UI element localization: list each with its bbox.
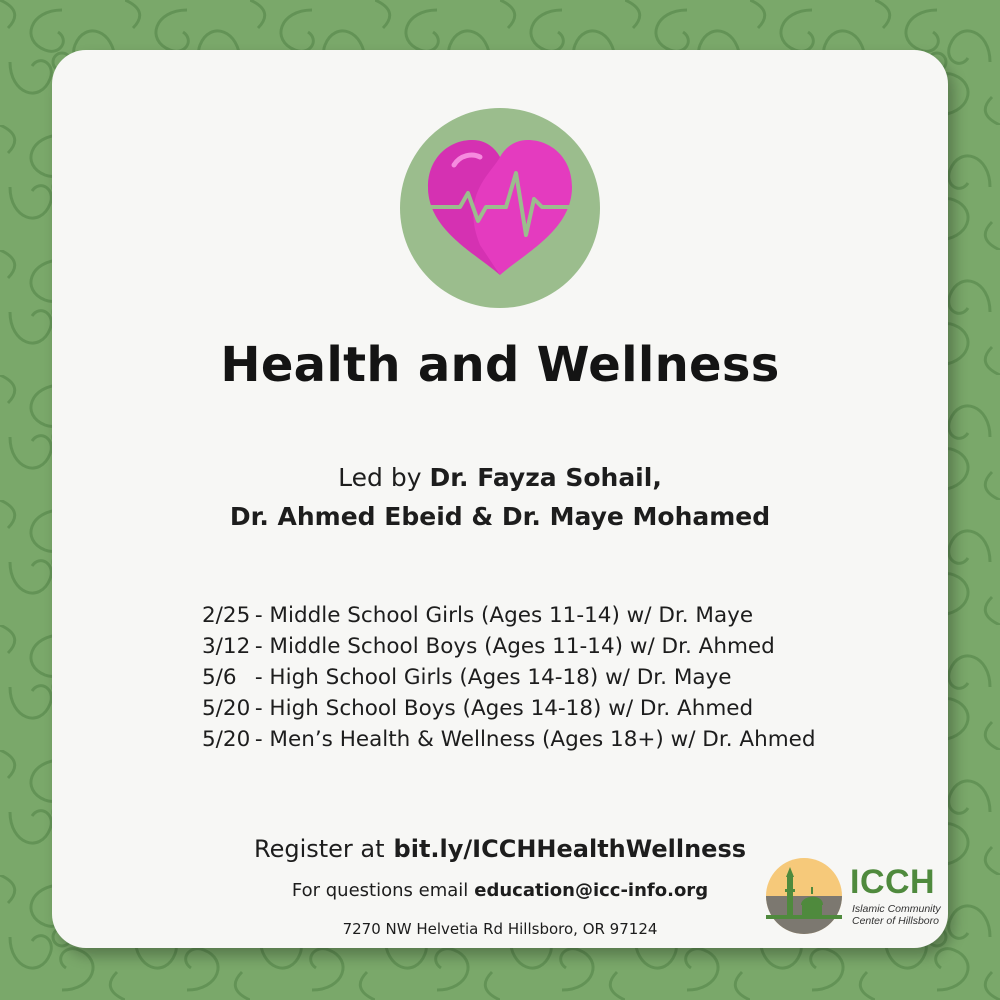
schedule-date: 5/6 xyxy=(202,665,237,690)
schedule-date: 3/12 xyxy=(202,634,251,659)
address: 7270 NW Helvetia Rd Hillsboro, OR 97124 xyxy=(342,920,658,938)
schedule-desc: - Middle School Girls (Ages 11-14) w/ Dr. Maye xyxy=(254,603,754,628)
leaders-names-1: Dr. Fayza Sohail, xyxy=(429,463,662,492)
page-title: Health and Wellness xyxy=(220,337,780,393)
schedule-item xyxy=(202,696,816,727)
questions-prefix: For questions email xyxy=(291,880,469,901)
leaders-line-1 xyxy=(0,463,1000,492)
contact-email-link[interactable]: education@icc-info.org xyxy=(474,880,709,901)
schedule-item xyxy=(202,665,816,696)
register-link[interactable]: bit.ly/ICCHHealthWellness xyxy=(393,835,747,863)
schedule-date: 5/20 xyxy=(202,696,251,721)
mosque-icon xyxy=(765,857,843,935)
logo-line-2: Center of Hillsboro xyxy=(852,915,939,927)
icch-logo xyxy=(760,855,950,935)
leaders-prefix: Led by xyxy=(338,463,422,492)
schedule-desc: - High School Boys (Ages 14-18) w/ Dr. Ahmed xyxy=(254,696,754,721)
leaders-names-2: Dr. Ahmed Ebeid & Dr. Maye Mohamed xyxy=(229,502,771,531)
schedule-date: 5/20 xyxy=(202,727,251,752)
logo-acronym: ICCH xyxy=(850,863,936,901)
schedule-item xyxy=(202,634,816,665)
register-prefix: Register at xyxy=(253,835,385,863)
schedule-item xyxy=(202,603,816,634)
schedule-desc: - Middle School Boys (Ages 11-14) w/ Dr. Ahmed xyxy=(254,634,775,659)
logo-line-1: Islamic Community xyxy=(852,903,941,915)
schedule-desc: - Men’s Health & Wellness (Ages 18+) w/ Dr. Ahmed xyxy=(254,727,816,752)
schedule-date: 2/25 xyxy=(202,603,251,628)
schedule-desc: - High School Girls (Ages 14-18) w/ Dr. Maye xyxy=(254,665,732,690)
schedule-list xyxy=(202,603,816,758)
heart-pulse-icon xyxy=(420,135,580,280)
schedule-item xyxy=(202,727,816,758)
